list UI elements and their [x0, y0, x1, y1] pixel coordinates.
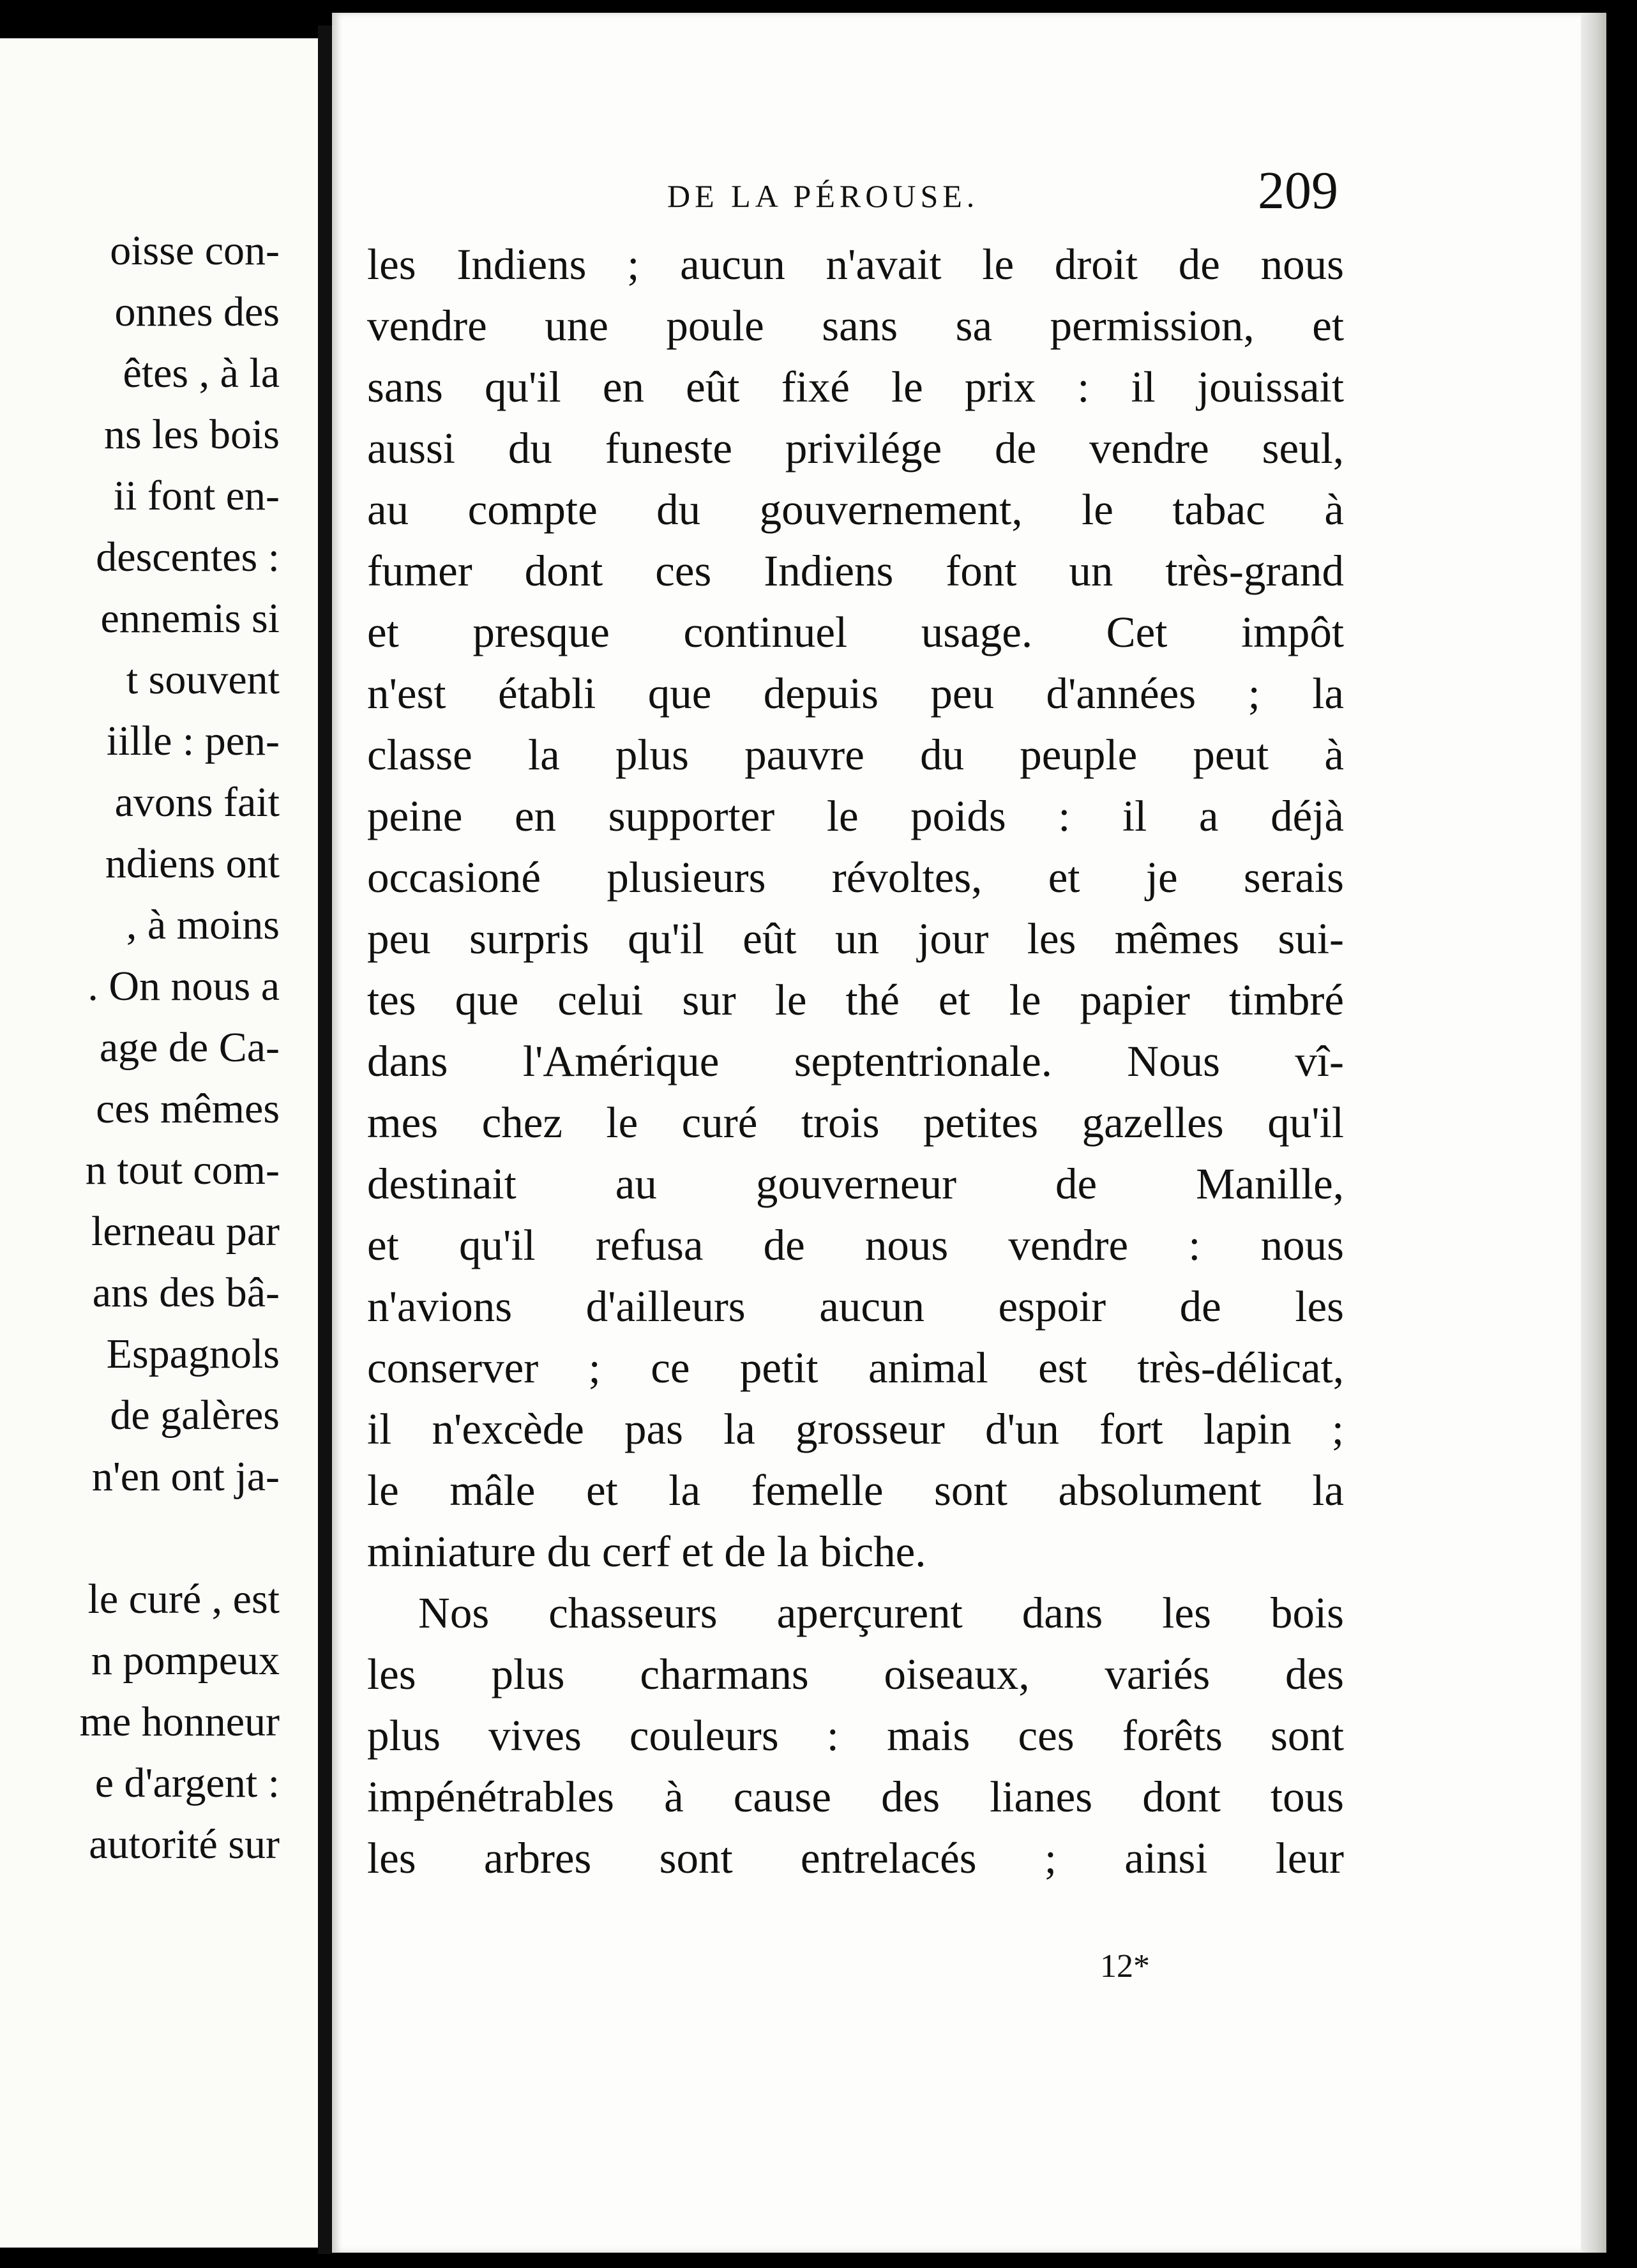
- left-page-line: t souvent: [126, 656, 280, 703]
- text-line: les arbres sont entrelacés ; ainsi leur: [367, 1834, 1344, 1882]
- left-page-line: ii font en-: [113, 472, 280, 519]
- text-line: peine en supporter le poids : il a déjà: [367, 792, 1344, 840]
- left-page-line: ces mêmes: [96, 1085, 280, 1132]
- text-line: aussi du funeste privilége de vendre seul,: [367, 424, 1344, 472]
- text-line: plus vives couleurs : mais ces forêts sont: [367, 1711, 1344, 1760]
- left-page-line: , à moins: [126, 902, 280, 948]
- text-line: peu surpris qu'il eût un jour les mêmes sui-: [367, 914, 1344, 963]
- left-page-line: autorité sur: [89, 1821, 280, 1868]
- text-line: vendre une poule sans sa permission, et: [367, 301, 1344, 350]
- text-line: et presque continuel usage. Cet impôt: [367, 608, 1344, 656]
- text-line: dans l'Amérique septentrionale. Nous vî-: [367, 1037, 1344, 1085]
- paragraph-start-line: Nos chasseurs aperçurent dans les bois: [418, 1589, 1344, 1637]
- text-line: impénétrables à cause des lianes dont tous: [367, 1773, 1344, 1821]
- left-page-line: Espagnols: [106, 1331, 280, 1377]
- text-line: et qu'il refusa de nous vendre : nous: [367, 1221, 1344, 1269]
- text-line: les Indiens ; aucun n'avait le droit de nous: [367, 240, 1344, 289]
- running-head: DE LA PÉROUSE.: [667, 178, 979, 214]
- text-line: conserver ; ce petit animal est très-délicat,: [367, 1343, 1344, 1392]
- left-page-line: e d'argent :: [94, 1760, 280, 1806]
- left-page-line: le curé , est: [87, 1576, 280, 1622]
- left-page: [0, 38, 321, 2248]
- text-line: le mâle et la femelle sont absolument la: [367, 1466, 1344, 1515]
- text-line: destinait au gouverneur de Manille,: [367, 1160, 1344, 1208]
- left-page-line: me honneur: [79, 1698, 280, 1745]
- left-page-line: lerneau par: [91, 1208, 280, 1255]
- text-line: n'avions d'ailleurs aucun espoir de les: [367, 1282, 1344, 1331]
- left-page-line: êtes , à la: [123, 350, 280, 397]
- signature-mark: 12*: [1100, 1948, 1150, 1984]
- text-line: au compte du gouvernement, le tabac à: [367, 485, 1344, 534]
- paragraph-end-line: miniature du cerf et de la biche.: [367, 1527, 926, 1576]
- left-page-line: onnes des: [114, 289, 280, 335]
- left-page-line: n'en ont ja-: [91, 1453, 280, 1500]
- body-text: [367, 234, 1344, 1889]
- text-line: fumer dont ces Indiens font un très-grand: [367, 547, 1344, 595]
- page-edge: [1581, 13, 1606, 2253]
- right-page: [332, 13, 1606, 2253]
- text-line: sans qu'il en eût fixé le prix : il jouissait: [367, 363, 1344, 411]
- left-page-line: ndiens ont: [105, 840, 280, 887]
- left-page-line: ns les bois: [103, 411, 280, 458]
- text-line: mes chez le curé trois petites gazelles qu'il: [367, 1098, 1344, 1147]
- left-page-line: . On nous a: [87, 963, 280, 1009]
- left-page-line: n pompeux: [91, 1637, 280, 1684]
- left-page-line: n tout com-: [85, 1147, 280, 1193]
- text-line: classe la plus pauvre du peuple peut à: [367, 730, 1344, 779]
- page-number: 209: [1258, 161, 1338, 220]
- text-line: tes que celui sur le thé et le papier timbré: [367, 976, 1344, 1024]
- left-page-line: avons fait: [114, 779, 280, 826]
- left-page-line: descentes :: [96, 534, 280, 580]
- text-line: n'est établi que depuis peu d'années ; la: [367, 669, 1344, 718]
- left-page-line: de galères: [110, 1392, 280, 1439]
- text-line: les plus charmans oiseaux, variés des: [367, 1650, 1344, 1698]
- text-line: occasioné plusieurs révoltes, et je serais: [367, 853, 1344, 902]
- text-line: il n'excède pas la grosseur d'un fort lapin ;: [367, 1405, 1344, 1453]
- book-gutter: [318, 26, 333, 2254]
- left-page-line: oisse con-: [110, 227, 280, 274]
- left-page-line: age de Ca-: [99, 1024, 280, 1071]
- left-page-line: ennemis si: [100, 595, 280, 642]
- left-page-line: iille : pen-: [106, 718, 280, 764]
- left-page-line: ans des bâ-: [92, 1269, 280, 1316]
